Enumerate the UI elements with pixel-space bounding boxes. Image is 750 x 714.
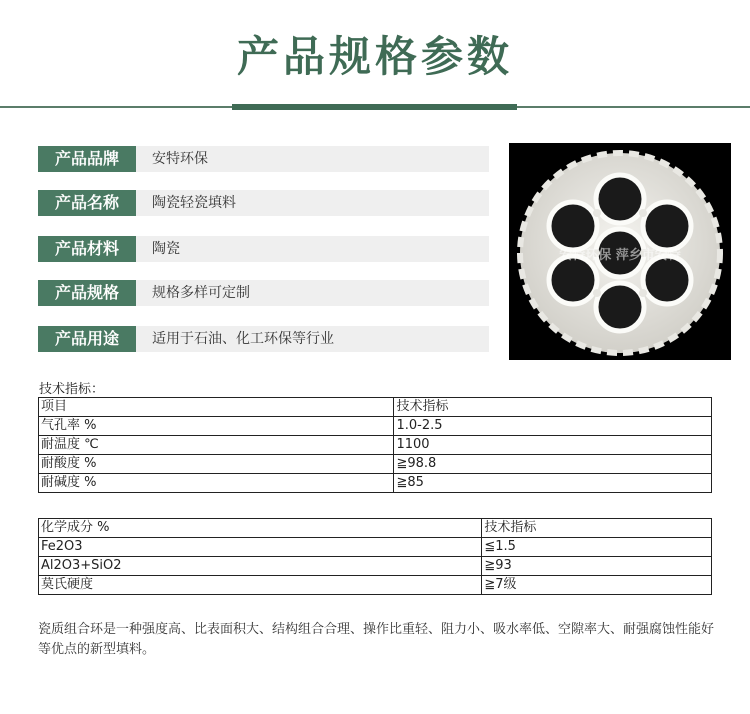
table-row	[39, 417, 712, 436]
table-row	[39, 436, 712, 455]
table-cell: ≧93	[482, 557, 712, 576]
table-header-cell: 化学成分 %	[39, 519, 482, 538]
title-underline	[232, 104, 517, 110]
table-header-row	[39, 519, 712, 538]
table-cell: 莫氏硬度	[39, 576, 482, 595]
table-header-row	[39, 398, 712, 417]
table-row	[39, 474, 712, 493]
spec-row-spec	[38, 280, 489, 306]
spec-value: 适用于石油、化工环保等行业	[152, 331, 334, 347]
table-cell: ≧98.8	[394, 455, 712, 474]
tech-heading: 技术指标：	[39, 382, 105, 397]
ceramic-packing-image	[509, 143, 731, 360]
product-description: 瓷质组合环是一种强度高、比表面积大、结构组合合理、操作比重轻、阻力小、吸水率低、空隙率大、耐强腐蚀性能好等优点的新型填料。	[38, 622, 715, 657]
spec-value: 规格多样可定制	[152, 285, 250, 301]
table-cell: 气孔率 %	[39, 417, 394, 436]
spec-label: 产品规格	[38, 280, 136, 306]
spec-row-material	[38, 236, 489, 262]
table-row	[39, 557, 712, 576]
table-cell: Fe2O3	[39, 538, 482, 557]
spec-value: 安特环保	[152, 151, 208, 167]
spec-label: 产品品牌	[38, 146, 136, 172]
table-cell: Al2O3+SiO2	[39, 557, 482, 576]
page-title: 产品规格参数	[236, 32, 513, 81]
spec-label: 产品名称	[38, 190, 136, 216]
spec-row-name	[38, 190, 489, 216]
spec-label: 产品材料	[38, 236, 136, 262]
table-row	[39, 576, 712, 595]
table-cell: ≧85	[394, 474, 712, 493]
spec-label: 产品用途	[38, 326, 136, 352]
table-cell: ≦1.5	[482, 538, 712, 557]
spec-value: 陶瓷	[152, 241, 180, 257]
chemistry-table	[38, 518, 712, 595]
photo-watermark: 安特环保 萍乡市安特	[559, 248, 681, 263]
table-cell: 1.0-2.5	[394, 417, 712, 436]
table-header-cell: 技术指标	[482, 519, 712, 538]
table-header-cell: 项目	[39, 398, 394, 417]
table-cell: 耐碱度 %	[39, 474, 394, 493]
table-cell: 1100	[394, 436, 712, 455]
table-cell: ≧7级	[482, 576, 712, 595]
spec-row-usage	[38, 326, 489, 352]
product-photo	[509, 143, 731, 360]
tech-table	[38, 397, 712, 493]
table-cell: 耐酸度 %	[39, 455, 394, 474]
table-cell: 耐温度 ℃	[39, 436, 394, 455]
table-row	[39, 455, 712, 474]
spec-row-brand	[38, 146, 489, 172]
table-header-cell: 技术指标	[394, 398, 712, 417]
spec-value: 陶瓷轻瓷填料	[152, 195, 236, 211]
table-row	[39, 538, 712, 557]
